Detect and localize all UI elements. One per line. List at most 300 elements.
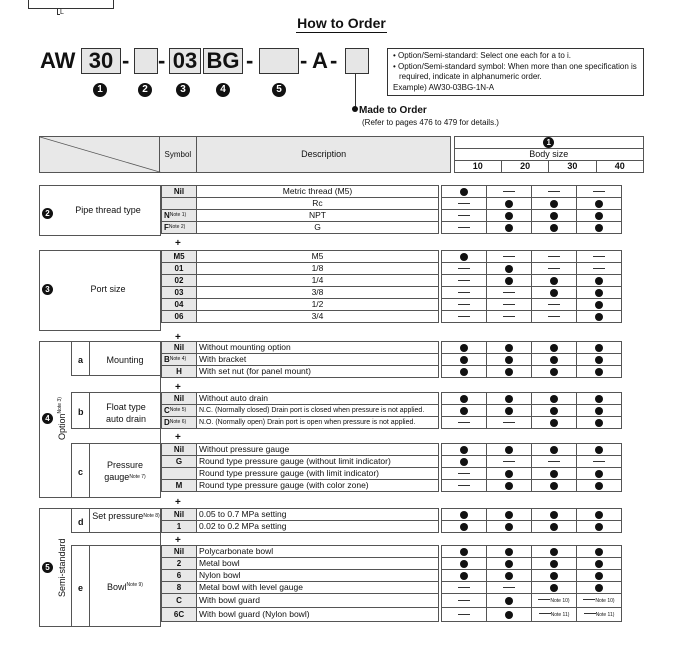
cell-note: Note 11)	[550, 612, 570, 618]
not-available	[442, 594, 487, 608]
body-size-box: 30	[81, 48, 121, 74]
dot-icon	[460, 395, 468, 403]
dot-icon	[595, 511, 603, 519]
dot-icon	[550, 482, 558, 490]
available-dot	[442, 509, 487, 521]
available-dot	[532, 198, 577, 210]
symbol-note: Note 4)	[169, 356, 187, 362]
available-dot	[577, 405, 622, 417]
not-available	[442, 222, 487, 234]
description-cell: N.C. (Normally closed) Drain port is closed when pressure is not applied.	[197, 405, 439, 417]
available-dot	[577, 468, 622, 480]
available-dot	[577, 393, 622, 405]
not-available	[487, 287, 532, 299]
description-cell: 1/4	[197, 275, 439, 287]
dash-icon	[458, 473, 470, 474]
description-cell: N.O. (Normally open) Drain port is open when pressure is not applied.	[197, 417, 439, 429]
table-row	[162, 570, 622, 582]
available-dot	[487, 608, 532, 622]
dash-icon	[503, 191, 515, 192]
not-available	[442, 287, 487, 299]
dot-icon	[505, 611, 513, 619]
symbol-text: H	[176, 367, 182, 376]
available-dot	[577, 546, 622, 558]
dot-icon	[460, 572, 468, 580]
port-box: 03	[169, 48, 201, 74]
table-row	[162, 287, 622, 299]
symbol-cell	[162, 444, 197, 456]
available-dot	[577, 222, 622, 234]
dot-icon	[550, 446, 558, 454]
description-cell: 1/2	[197, 299, 439, 311]
symbol-text: 03	[174, 288, 184, 297]
dot-icon	[460, 511, 468, 519]
semi-standard-label: Semi-standard	[57, 538, 67, 597]
section-table	[161, 545, 622, 622]
description-cell: Round type pressure gauge (without limit indicator)	[197, 456, 439, 468]
description-cell: Rc	[197, 198, 439, 210]
dash-icon	[593, 191, 605, 192]
available-dot	[577, 417, 622, 429]
available-dot	[532, 468, 577, 480]
dot-icon	[550, 523, 558, 531]
symbol-cell	[162, 311, 197, 323]
note-line: • Option/Semi-standard: Select one each for a to i.	[393, 51, 572, 60]
not-available	[442, 275, 487, 287]
symbol-cell	[162, 405, 197, 417]
dot-icon	[505, 356, 513, 364]
symbol-text: 04	[174, 300, 184, 309]
available-dot	[577, 509, 622, 521]
available-dot	[532, 342, 577, 354]
circle-4-icon: 4	[42, 413, 53, 424]
dash-icon	[458, 304, 470, 305]
available-dot	[487, 222, 532, 234]
dot-icon	[595, 419, 603, 427]
dot-icon	[460, 344, 468, 352]
port-size-label: Port size	[90, 284, 126, 294]
symbol-cell	[162, 546, 197, 558]
dash-icon	[503, 292, 515, 293]
available-dot	[577, 521, 622, 533]
not-available	[487, 582, 532, 594]
mounting-label: Mounting	[106, 355, 144, 365]
dot-icon	[595, 200, 603, 208]
description-cell: Metal bowl with level gauge	[197, 582, 439, 594]
note-cell	[577, 608, 622, 622]
available-dot	[487, 468, 532, 480]
sub-divider	[89, 545, 90, 627]
dash-icon	[548, 316, 560, 317]
code-dash: -	[300, 48, 308, 73]
symbol-text: D	[164, 418, 170, 427]
available-dot	[577, 444, 622, 456]
dash-icon	[548, 268, 560, 269]
float-label: Float type auto drain	[105, 402, 147, 424]
cell-note: Note 11)	[595, 612, 615, 618]
available-dot	[577, 299, 622, 311]
symbol-text: M5	[173, 252, 185, 261]
description-cell: 0.05 to 0.7 MPa setting	[197, 509, 439, 521]
table-row	[162, 594, 622, 608]
dot-icon	[460, 407, 468, 415]
dash-icon	[458, 203, 470, 204]
symbol-text: N	[164, 211, 170, 220]
symbol-cell	[162, 251, 197, 263]
dot-icon	[595, 368, 603, 376]
available-dot	[532, 444, 577, 456]
not-available	[577, 251, 622, 263]
symbol-cell	[162, 198, 197, 210]
available-dot	[442, 186, 487, 198]
dot-icon	[460, 458, 468, 466]
available-dot	[487, 210, 532, 222]
size-10: 10	[454, 161, 501, 173]
dot-icon	[460, 356, 468, 364]
description-cell: Metal bowl	[197, 558, 439, 570]
order-note-box	[387, 48, 644, 96]
symbol-text: C	[176, 596, 182, 605]
plus-sign: +	[175, 238, 181, 249]
available-dot	[532, 582, 577, 594]
option-label	[57, 392, 69, 446]
note-cell	[577, 594, 622, 608]
not-available	[532, 263, 577, 275]
circle-4-icon: 4	[216, 83, 230, 97]
set-pressure-label	[92, 511, 160, 522]
available-dot	[577, 582, 622, 594]
symbol-cell	[162, 354, 197, 366]
not-available	[487, 186, 532, 198]
description-cell: Without pressure gauge	[197, 444, 439, 456]
dot-icon	[550, 548, 558, 556]
plus-sign: +	[175, 332, 181, 343]
dot-icon	[550, 224, 558, 232]
symbol-note: Note 6)	[169, 419, 187, 425]
table-row	[162, 480, 622, 492]
symbol-cell	[162, 582, 197, 594]
circle-5-icon: 5	[272, 83, 286, 97]
available-dot	[577, 198, 622, 210]
dot-icon	[505, 548, 513, 556]
note-line: required, indicate in alphanumeric order.	[399, 72, 542, 81]
description-cell: 0.02 to 0.2 MPa setting	[197, 521, 439, 533]
circle-2-icon: 2	[42, 208, 53, 219]
dot-icon	[595, 277, 603, 285]
table-row	[162, 210, 622, 222]
symbol-text: Nil	[173, 187, 185, 196]
symbol-cell	[162, 275, 197, 287]
section-table	[161, 443, 622, 492]
table-row	[162, 521, 622, 533]
available-dot	[442, 521, 487, 533]
available-dot	[532, 287, 577, 299]
not-available	[577, 456, 622, 468]
symbol-text: 06	[174, 312, 184, 321]
dot-icon	[505, 200, 513, 208]
gauge-label	[96, 459, 154, 483]
symbol-text: Nil	[173, 445, 185, 454]
available-dot	[532, 222, 577, 234]
available-dot	[532, 354, 577, 366]
cell-note: Note 10)	[550, 598, 570, 604]
available-dot	[442, 570, 487, 582]
available-dot	[442, 546, 487, 558]
not-available	[442, 582, 487, 594]
code-dash: -	[330, 48, 338, 73]
dot-icon	[460, 548, 468, 556]
dash-icon	[548, 461, 560, 462]
section-table	[161, 341, 622, 378]
symbol-text: 6	[176, 571, 182, 580]
symbol-text: 02	[174, 276, 184, 285]
top-fragment	[28, 0, 114, 9]
dash-icon	[503, 316, 515, 317]
symbol-cell	[162, 186, 197, 198]
dash-icon	[548, 304, 560, 305]
symbol-note: Note 2)	[168, 224, 186, 230]
symbol-cell	[162, 509, 197, 521]
note-line: • Option/Semi-standard symbol: When more than one specification is	[393, 61, 637, 71]
not-available	[532, 186, 577, 198]
top-fragment-label: L	[60, 9, 64, 16]
not-available	[442, 210, 487, 222]
available-dot	[487, 275, 532, 287]
dash-icon	[583, 599, 595, 600]
symbol-cell	[162, 210, 197, 222]
symbol-text: Nil	[173, 547, 185, 556]
table-row	[162, 558, 622, 570]
dot-icon	[460, 446, 468, 454]
available-dot	[487, 263, 532, 275]
section-table	[161, 250, 622, 323]
not-available	[532, 251, 577, 263]
available-dot	[532, 546, 577, 558]
sub-a: a	[78, 355, 84, 365]
diagonal-line-icon	[40, 137, 163, 173]
available-dot	[532, 558, 577, 570]
sub-divider	[89, 392, 90, 429]
not-available	[442, 480, 487, 492]
description-cell: 3/4	[197, 311, 439, 323]
available-dot	[487, 354, 532, 366]
dot-icon	[505, 265, 513, 273]
not-available	[532, 456, 577, 468]
sub-divider	[89, 341, 90, 376]
dash-icon	[458, 587, 470, 588]
table-row	[162, 354, 622, 366]
available-dot	[442, 366, 487, 378]
sub-divider	[89, 443, 90, 498]
available-dot	[532, 509, 577, 521]
available-dot	[532, 570, 577, 582]
sub-b: b	[78, 407, 84, 417]
available-dot	[532, 393, 577, 405]
description-cell: NPT	[197, 210, 439, 222]
dot-icon	[595, 344, 603, 352]
dot-icon	[550, 560, 558, 568]
description-cell: G	[197, 222, 439, 234]
note-cell	[532, 608, 577, 622]
dot-icon	[505, 407, 513, 415]
dot-icon	[550, 470, 558, 478]
dot-icon	[595, 407, 603, 415]
dot-icon	[595, 470, 603, 478]
dot-icon	[595, 356, 603, 364]
not-available	[442, 468, 487, 480]
symbol-cell	[162, 342, 197, 354]
gauge-note: Note 7)	[129, 474, 146, 480]
semi-box	[259, 48, 299, 74]
dash-icon	[458, 268, 470, 269]
dot-icon	[550, 395, 558, 403]
dash-icon	[458, 422, 470, 423]
not-available	[577, 263, 622, 275]
dot-icon	[550, 200, 558, 208]
dot-icon	[550, 356, 558, 364]
symbol-cell	[162, 222, 197, 234]
page-title: How to Order	[297, 15, 386, 31]
dash-icon	[458, 227, 470, 228]
table-row	[162, 198, 622, 210]
gauge-label-text: Pressure gauge	[104, 460, 143, 482]
description-cell: With bracket	[197, 354, 439, 366]
not-available	[532, 311, 577, 323]
symbol-text: F	[164, 223, 169, 232]
dash-icon	[458, 215, 470, 216]
available-dot	[487, 444, 532, 456]
symbol-cell	[162, 480, 197, 492]
description-cell: Without auto drain	[197, 393, 439, 405]
dash-icon	[539, 613, 551, 614]
circle-5-icon: 5	[42, 562, 53, 573]
table-row	[162, 405, 622, 417]
available-dot	[577, 480, 622, 492]
description-cell: With bowl guard	[197, 594, 439, 608]
available-dot	[532, 405, 577, 417]
dash-icon	[548, 256, 560, 257]
symbol-text: B	[164, 355, 170, 364]
made-to-order-ref: (Refer to pages 476 to 479 for details.)	[362, 118, 499, 127]
symbol-cell	[162, 521, 197, 533]
available-dot	[487, 480, 532, 492]
available-dot	[577, 275, 622, 287]
dot-icon	[595, 313, 603, 321]
available-dot	[487, 366, 532, 378]
dot-icon	[505, 482, 513, 490]
description-cell: M5	[197, 251, 439, 263]
dot-icon	[595, 482, 603, 490]
table-row	[162, 366, 622, 378]
available-dot	[577, 354, 622, 366]
available-dot	[577, 311, 622, 323]
description-cell: With set nut (for panel mount)	[197, 366, 439, 378]
dash-icon	[458, 600, 470, 601]
available-dot	[487, 558, 532, 570]
description-cell: Polycarbonate bowl	[197, 546, 439, 558]
note-line: Example) AW30-03BG-1N-A	[393, 82, 495, 92]
symbol-cell	[162, 393, 197, 405]
diagonal-cell	[40, 137, 160, 173]
sub-c: c	[78, 467, 84, 477]
symbol-text: Nil	[173, 343, 185, 352]
made-to-order-box	[345, 48, 369, 74]
made-to-order-label: Made to Order	[359, 105, 427, 116]
not-available	[442, 417, 487, 429]
available-dot	[487, 198, 532, 210]
circle-3-icon: 3	[42, 284, 53, 295]
table-row	[162, 186, 622, 198]
section-table	[161, 392, 622, 429]
available-dot	[487, 570, 532, 582]
dot-icon	[595, 224, 603, 232]
set-pressure-text: Set pressure	[92, 511, 144, 521]
pipe-thread-label: Pipe thread type	[75, 205, 141, 215]
symbol-text: G	[175, 457, 183, 466]
symbol-text: Nil	[173, 510, 185, 519]
dot-icon	[505, 572, 513, 580]
dot-icon	[595, 584, 603, 592]
sub-d: d	[78, 517, 84, 527]
available-dot	[577, 210, 622, 222]
dot-icon	[505, 344, 513, 352]
available-dot	[487, 521, 532, 533]
dot-icon	[550, 277, 558, 285]
table-row	[162, 608, 622, 622]
description-cell: Without mounting option	[197, 342, 439, 354]
available-dot	[577, 342, 622, 354]
available-dot	[487, 546, 532, 558]
dot-icon	[550, 212, 558, 220]
dash-icon	[458, 316, 470, 317]
available-dot	[532, 480, 577, 492]
dot-icon	[505, 523, 513, 531]
not-available	[487, 311, 532, 323]
symbol-cell	[162, 299, 197, 311]
dot-icon	[550, 511, 558, 519]
available-dot	[487, 594, 532, 608]
symbol-cell	[162, 287, 197, 299]
description-header: Description	[196, 137, 451, 173]
table-row	[162, 417, 622, 429]
circle-3-icon: 3	[176, 83, 190, 97]
available-dot	[487, 342, 532, 354]
table-row	[162, 299, 622, 311]
dot-icon	[505, 511, 513, 519]
description-cell: Round type pressure gauge (with color zone)	[197, 480, 439, 492]
body-size-header: Body size	[454, 149, 643, 161]
available-dot	[442, 456, 487, 468]
dot-icon	[550, 407, 558, 415]
option-note: Note 3)	[57, 397, 63, 414]
dot-icon	[505, 224, 513, 232]
available-dot	[532, 210, 577, 222]
circle-1-icon: 1	[93, 83, 107, 97]
symbol-text: Nil	[173, 394, 185, 403]
plus-sign: +	[175, 432, 181, 443]
description-cell: Round type pressure gauge (with limit indicator)	[197, 468, 439, 480]
made-to-order-dot-icon	[352, 106, 358, 112]
dot-icon	[550, 572, 558, 580]
made-to-order-code: A	[312, 48, 328, 73]
size-30: 30	[549, 161, 596, 173]
table-row	[162, 311, 622, 323]
dash-icon	[503, 256, 515, 257]
dot-icon	[595, 301, 603, 309]
dash-icon	[458, 280, 470, 281]
available-dot	[442, 342, 487, 354]
dash-icon	[593, 268, 605, 269]
